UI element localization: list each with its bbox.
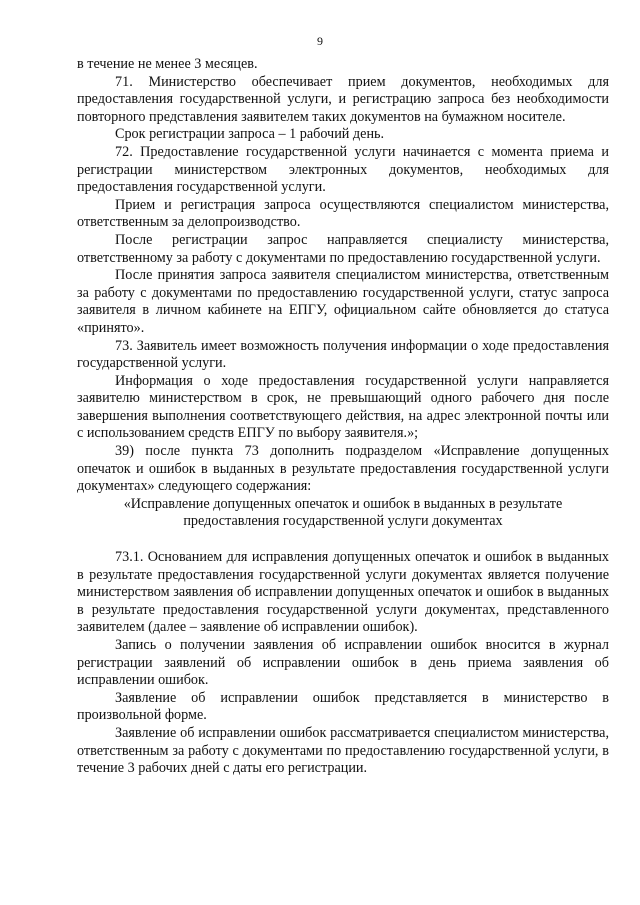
section-heading-line: предоставления государственной услуги документах [183,513,503,530]
paragraph: 73.1. Основанием для исправления допущенных опечаток и ошибок в выданных в результате предоставления государственной услуги документах является получение министерством заявления об исправлении допущенных опечаток и ошибок в выданных в результате предоставления государственной услуги документах, представленного заявителем (далее – заявление об исправлении ошибок). [77,549,609,636]
paragraph: 72. Предоставление государственной услуги начинается с момента приема и регистрации министерством электронных документов, необходимых для предоставления государственной услуги. [77,143,609,196]
paragraph: После принятия запроса заявителя специалистом министерства, ответственным за работу с документами по предоставлению государственной услуги, статус запроса заявителя в личном кабинете на ЕПГУ, официальном сайте обновляется до статуса «принято». [77,267,609,336]
paragraph: 73. Заявитель имеет возможность получения информации о ходе предоставления государственной услуги. [77,337,609,372]
paragraph: Запись о получении заявления об исправлении ошибок вносится в журнал регистрации заявлений об исправлении ошибок в день приема заявления об исправлении ошибок. [77,637,609,689]
blank-line [77,531,609,549]
paragraph: Заявление об исправлении ошибок представляется в министерство в произвольной форме. [77,689,609,724]
section-heading [77,496,609,531]
paragraph: Информация о ходе предоставления государственной услуги направляется заявителю министерством в срок, не превышающий одного рабочего дня после завершения выполнения соответствующего действия, на адрес электронной почты или с использованием средств ЕПГУ по выбору заявителя.»; [77,372,609,442]
paragraph: После регистрации запрос направляется специалисту министерства, ответственному за работу с документами по предоставлению государственной услуги. [77,231,609,266]
paragraphs-before-heading [77,56,609,496]
section-heading-line: «Исправление допущенных опечаток и ошибок в выданных в результате [123,495,563,512]
paragraph: в течение не менее 3 месяцев. [77,56,258,72]
document-body [77,56,609,778]
paragraph: Срок регистрации запроса – 1 рабочий день. [115,126,385,143]
paragraph: Прием и регистрация запроса осуществляются специалистом министерства, ответственным за делопроизводство. [77,196,609,231]
paragraph: 39) после пункта 73 дополнить подразделом «Исправление допущенных опечаток и ошибок в выданных в результате предоставления государственной услуги документах» следующего содержания: [77,443,609,495]
paragraphs-after-heading [77,549,609,778]
paragraph: Заявление об исправлении ошибок рассматривается специалистом министерства, ответственным за работу с документами по предоставлению государственной услуги, в течение 3 рабочих дней с даты его регистрации. [77,724,609,777]
page-number: 9 [317,34,323,48]
paragraph: 71. Министерство обеспечивает прием документов, необходимых для предоставления государственной услуги, и регистрацию запроса без необходимости повторного представления заявителем таких документов на бумажном носителе. [77,73,609,125]
